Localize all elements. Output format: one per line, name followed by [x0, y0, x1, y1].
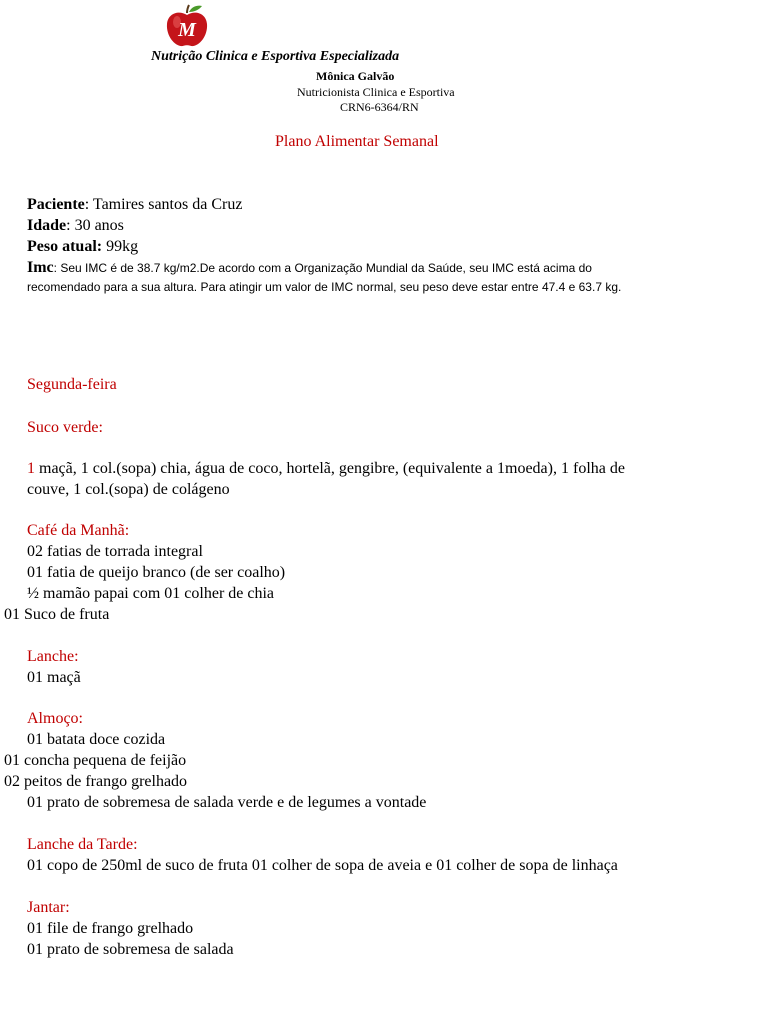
suco-verde-line-1 [27, 460, 625, 478]
nutritionist-name: Mônica Galvão [316, 69, 395, 83]
suco-verde-line-2: couve, 1 col.(sopa) de colágeno [27, 481, 230, 498]
suco-verde-quantity: 1 [27, 460, 35, 477]
cafe-title: Café da Manhã: [27, 522, 130, 539]
cafe-item: 01 Suco de fruta [4, 606, 110, 623]
cafe-item: ½ mamão papai com 01 colher de chia [27, 585, 275, 602]
nutritionist-role: Nutricionista Clinica e Esportiva [297, 85, 455, 99]
almoco-item: 02 peitos de frango grelhado [4, 773, 188, 790]
patient-weight-value: 99kg [102, 238, 139, 255]
crn-number: CRN6-6364/RN [340, 100, 419, 114]
lanche-title: Lanche: [27, 648, 79, 665]
svg-text:M: M [178, 19, 196, 41]
cafe-item: 01 fatia de queijo branco (de ser coalho) [27, 564, 286, 581]
patient-age-row [27, 217, 124, 235]
patient-imc-text-2: recomendado para a sua altura. Para atingir um valor de IMC normal, seu peso deve estar entre 47.4 e 63.7 kg. [27, 280, 622, 294]
clinic-name: Nutrição Clinica e Esportiva Especializada [151, 49, 400, 64]
lanche-item: 01 maçã [27, 669, 81, 686]
almoco-title: Almoço: [27, 710, 83, 727]
patient-weight-label: Peso atual: [27, 238, 103, 255]
cafe-item: 02 fatias de torrada integral [27, 543, 203, 560]
jantar-item: 01 prato de sobremesa de salada [27, 941, 234, 958]
page-title: Plano Alimentar Semanal [275, 133, 439, 150]
day-heading: Segunda-feira [27, 376, 117, 393]
patient-name-value: : Tamires santos da Cruz [84, 196, 243, 213]
almoco-item: 01 batata doce cozida [27, 731, 166, 748]
almoco-item: 01 concha pequena de feijão [4, 752, 187, 769]
patient-weight-row [27, 238, 138, 256]
patient-name-label: Paciente [27, 196, 85, 213]
almoco-item: 01 prato de sobremesa de salada verde e de legumes a vontade [27, 794, 427, 811]
apple-logo-icon [162, 4, 212, 48]
patient-imc-text-1: : Seu IMC é de 38.7 kg/m2.De acordo com a Organização Mundial da Saúde, seu IMC está acima do [53, 261, 592, 275]
patient-age-label: Idade [27, 217, 67, 234]
patient-imc-label: Imc [27, 259, 54, 276]
jantar-item: 01 file de frango grelhado [27, 920, 194, 937]
patient-age-value: : 30 anos [66, 217, 124, 234]
lanche-tarde-title: Lanche da Tarde: [27, 836, 138, 853]
jantar-title: Jantar: [27, 899, 70, 916]
patient-imc-row [27, 259, 592, 277]
lanche-tarde-item: 01 copo de 250ml de suco de fruta 01 colher de sopa de aveia e 01 colher de sopa de linhaça [27, 857, 618, 874]
patient-name-row [27, 196, 242, 214]
suco-verde-title: Suco verde: [27, 419, 103, 436]
suco-verde-text-1: maçã, 1 col.(sopa) chia, água de coco, hortelã, gengibre, (equivalente a 1moeda), 1 folha de [35, 460, 625, 477]
